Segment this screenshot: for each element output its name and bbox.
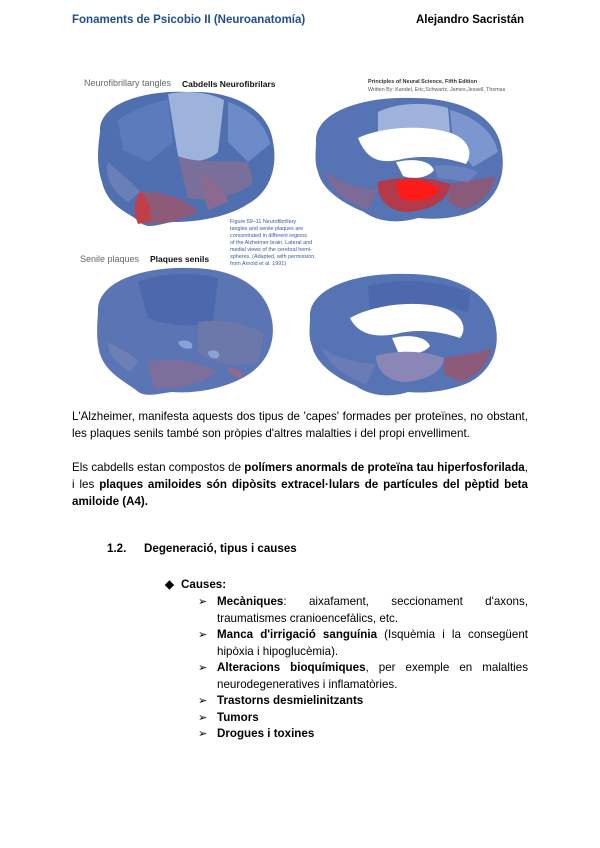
cause-name: Drogues i toxines: [217, 727, 315, 740]
arrow-bullet-icon: ➢: [198, 728, 208, 740]
arrow-bullet-icon: ➢: [198, 711, 208, 724]
brain-figure-svg: [78, 72, 530, 404]
label-tangles-en: Neurofibrillary tangles: [84, 78, 172, 88]
label-tangles-ca: Cabdells Neurofibrilars: [182, 79, 276, 89]
caption-line-3: concentrated in different regions: [230, 233, 307, 239]
caption-line-4: of the Alzheimer brain. Lateral and: [230, 240, 313, 246]
cause-desc: (Isquèmia i la consegüent hipòxia i hipoglucèmia).: [217, 628, 528, 658]
caption-line-1: Figure 59–11 Neurofibrillary: [230, 219, 297, 225]
list-item: [198, 726, 528, 743]
cause-name: Tumors: [217, 710, 259, 724]
cause-desc: , per exemple en malalties neurodegeneratives i inflamatòries.: [217, 661, 528, 691]
cause-name: Mecàniques: [217, 595, 284, 608]
section-heading: [107, 542, 297, 555]
list-item: [198, 627, 528, 660]
causes-list: [198, 594, 528, 743]
p2-bold-2: plaques amiloides són dipòsits extracel·lulars de partícules del pèptid beta amiloide (A4).: [72, 478, 528, 508]
arrow-bullet-icon: ➢: [198, 662, 208, 674]
label-plaques-ca: Plaques senils: [150, 254, 210, 264]
p2-text-1: Els cabdells estan compostos de: [72, 461, 245, 474]
brain-medial-plaques: [310, 274, 497, 396]
brain-lateral-plaques: [97, 268, 273, 395]
caption-line-6: spheres. (Adapted, with permission,: [230, 254, 316, 260]
arrow-bullet-icon: ➢: [198, 695, 208, 707]
p2-bold-1: polímers anormals de proteïna tau hiperfosforilada: [244, 461, 525, 474]
list-item: [198, 710, 528, 727]
arrow-bullet-icon: ➢: [198, 629, 208, 641]
paragraph-alzheimer: L'Alzheimer, manifesta aquests dos tipus de 'capes' formades per proteïnes, no obstant, les plaques senils també son pròpies d'altres malalties i del propi envelliment.: [72, 410, 528, 440]
header-title: Fonaments de Psicobio II (Neuroanatomía): [72, 14, 306, 26]
causes-title: Causes:: [181, 578, 227, 591]
cause-name: Trastorns desmielinitzants: [217, 694, 364, 707]
list-item: [198, 594, 528, 627]
section-number: 1.2.: [107, 542, 127, 555]
caption-line-7: from Arnold et al. 1991): [230, 261, 287, 267]
section-title: Degeneració, tipus i causes: [144, 542, 297, 555]
paragraph-composition: [72, 459, 528, 510]
cause-name: Alteracions bioquímiques: [217, 661, 366, 674]
brain-lateral-tangles: [98, 92, 274, 226]
list-item: [198, 693, 528, 710]
brain-medial-tangles: [316, 98, 503, 222]
diamond-bullet-icon: ◆: [165, 578, 174, 591]
source-authors: Written By: Kandel, Eric,Schwartz, James,Jessell, Thomas: [368, 87, 506, 93]
arrow-bullet-icon: ➢: [198, 596, 208, 608]
causes-heading: [165, 577, 226, 591]
header-author: Alejandro Sacristán: [415, 14, 524, 26]
source-title: Principles of Neural Science, Fifth Edition: [368, 79, 478, 85]
caption-line-5: medial views of the cerebral hemi-: [230, 247, 312, 253]
p2-text-2: , i les: [72, 461, 528, 491]
list-item: [198, 660, 528, 693]
cause-desc: : aixafament, seccionament d'axons, traumatismes cranioencefàlics, etc.: [217, 595, 528, 625]
label-plaques-en: Senile plaques: [80, 254, 140, 264]
brain-figure: [78, 72, 530, 404]
cause-name: Manca d'irrigació sanguínia: [217, 628, 378, 641]
caption-line-2: tangles and senile plaques are: [230, 226, 304, 232]
